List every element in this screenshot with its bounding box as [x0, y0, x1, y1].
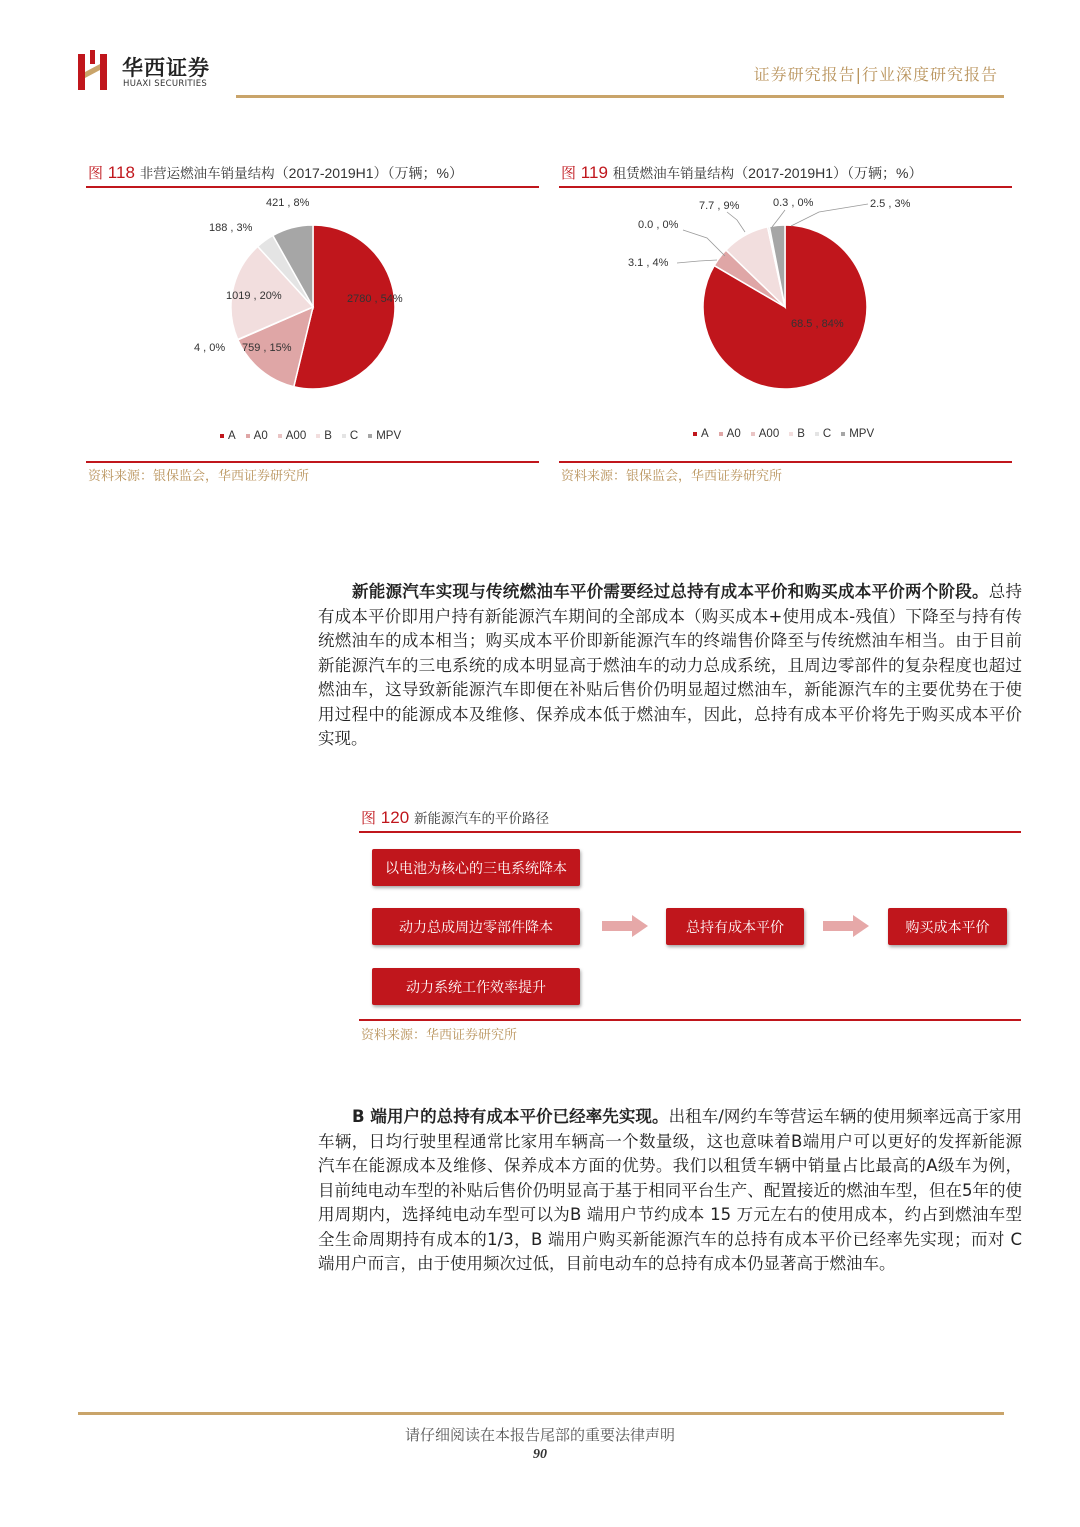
fig118-source: 资料来源：银保监会，华西证券研究所: [88, 469, 310, 484]
huaxi-logo-icon: [78, 50, 112, 90]
legend-label: A: [228, 430, 236, 442]
legend-swatch: [841, 432, 845, 436]
legend-label: MPV: [376, 430, 402, 442]
pie118-label-mpv: 421 , 8%: [266, 197, 310, 209]
fig119-title: 租赁燃油车销量结构: [612, 166, 735, 182]
pie119-legend-item-b: [789, 428, 805, 440]
flow-box-efficiency: 动力系统工作效率提升: [372, 968, 580, 1005]
legend-label: A: [701, 428, 709, 440]
pie118-label-a: 2780 , 54%: [347, 293, 403, 305]
legend-label: C: [822, 428, 832, 440]
logo-company-name: 华西证券: [122, 56, 210, 80]
page-number: 90: [533, 1447, 547, 1462]
paragraph-b-end-users: [318, 1105, 1022, 1277]
fig119-caption: [561, 162, 922, 183]
legend-swatch: [693, 432, 697, 436]
pie119-legend-item-a00: [751, 428, 779, 440]
legend-label: B: [797, 428, 805, 440]
paragraph-parity-stages-lead: 新能源汽车实现与传统燃油车平价需要经过总持有成本平价和购买成本平价两个阶段。: [352, 582, 989, 601]
fig118-range: （2017-2019H1）（万辆；%）: [274, 165, 463, 181]
fig118-prefix: 图: [88, 164, 104, 182]
legend-label: C: [349, 430, 359, 442]
pie119-legend-item-a: [693, 428, 709, 440]
fig119-pie-chart: [559, 190, 1012, 458]
legend-swatch: [789, 432, 793, 436]
pie119-leader-a0: [677, 260, 717, 263]
legend-label: MPV: [849, 428, 875, 440]
fig120-prefix: 图: [361, 809, 377, 827]
legend-label: A0: [726, 428, 741, 440]
fig120-source: 资料来源：华西证券研究所: [361, 1028, 518, 1043]
paragraph-parity-stages: [318, 580, 1022, 752]
fig118-bottom-rule: [86, 461, 539, 463]
pie118-legend-item-c: [342, 430, 358, 442]
flow-box-tco-parity: 总持有成本平价: [666, 908, 804, 945]
pie118-legend-item-a0: [246, 430, 268, 442]
report-type: 证券研究报告|行业深度研究报告: [753, 65, 998, 84]
pie119-legend-item-a0: [719, 428, 741, 440]
pie119-label-mpv: 2.5 , 3%: [870, 198, 911, 210]
legend-swatch: [220, 434, 224, 438]
fig119-top-rule: [559, 186, 1012, 188]
fig118-caption: [88, 162, 463, 183]
fig120-bottom-rule: [359, 1019, 1021, 1021]
fig119-bottom-rule: [559, 461, 1012, 463]
flow-box-battery-cost: 以电池为核心的三电系统降本: [372, 849, 580, 886]
pie118-label-b: 1019 , 20%: [226, 290, 282, 302]
pie119-label-a0: 3.1 , 4%: [628, 257, 669, 269]
legend-swatch: [316, 434, 320, 438]
flow-box-powertrain-cost: 动力总成周边零部件降本: [372, 908, 580, 945]
pie119-label-a: 68.5 , 84%: [791, 318, 844, 330]
flow-arrow-2-icon: [823, 915, 869, 937]
pie118-label-c: 188 , 3%: [209, 222, 253, 234]
legend-swatch: [342, 434, 346, 438]
legend-label: A00: [285, 430, 307, 442]
pie119-leader-b: [727, 212, 745, 232]
fig119-source: 资料来源：银保监会，华西证券研究所: [561, 469, 783, 484]
legend-label: A0: [253, 430, 268, 442]
fig119-number: 119: [580, 163, 608, 182]
pie119-label-b: 7.7 , 9%: [699, 200, 740, 212]
pie118-legend-item-mpv: [368, 430, 401, 442]
fig120-number: 120: [380, 808, 410, 827]
fig120-caption: [361, 807, 549, 828]
fig118-number: 118: [107, 163, 135, 182]
fig118-title: 非营运燃油车销量结构: [139, 166, 275, 182]
header-divider: [236, 95, 1004, 98]
legend-swatch: [278, 434, 282, 438]
logo-company-name-en: HUAXI SECURITIES: [123, 79, 208, 89]
legend-swatch: [246, 434, 250, 438]
flow-arrow-1-icon: [602, 915, 648, 937]
paragraph-b-end-users-body: 出租车/网约车等营运车辆的使用频率远高于家用车辆，日均行驶里程通常比家用车辆高一个数量级，这也意味着B端用户可以更好的发挥新能源汽车在能源成本及维修、保养成本方面的优势。我们以租赁车辆中销量占比最高的A级车为例，目前纯电动车型的补贴后售价仍明显高于基于相同平台生产、配置接近的燃油车型，但在5年的使用周期内，选择纯电动车型可以为B 端用户节约成本 15 万元左右的使用成本，约占到燃油车型全生命周期持有成本的1/3，B 端用户购买新能源汽车的总持有成本平价已经率先实现；而对 C 端用户而言，由于使用频次过低，目前电动车的总持有成本仍显著高于燃油车。: [318, 1107, 1022, 1273]
pie119-label-a00: 0.0 , 0%: [638, 219, 679, 231]
pie119-legend-item-mpv: [841, 428, 874, 440]
fig119-prefix: 图: [561, 164, 577, 182]
flow-box-purchase-parity: 购买成本平价: [888, 908, 1007, 945]
pie119-label-c: 0.3 , 0%: [773, 197, 814, 209]
fig118-pie-chart: [86, 190, 539, 458]
pie119-leader-a00: [683, 230, 725, 256]
fig119-legend: [693, 428, 884, 440]
legend-label: A00: [758, 428, 780, 440]
fig119-range: （2017-2019H1）（万辆；%）: [734, 165, 923, 181]
pie118-legend-item-a00: [278, 430, 306, 442]
paragraph-parity-stages-body: 总持有成本平价即用户持有新能源汽车期间的全部成本（购买成本+使用成本-残值）下降至与持有传统燃油车的成本相当；购买成本平价即新能源汽车的终端售价降至与传统燃油车相当。由于目前新能源汽车的三电系统的成本明显高于燃油车的动力总成系统，且周边零部件的复杂程度也超过燃油车，这导致新能源汽车即便在补贴后售价仍明显超过燃油车，新能源汽车的主要优势在于使用过程中的能源成本及维修、保养成本低于燃油车，因此，总持有成本平价将先于购买成本平价实现。: [318, 582, 1023, 748]
legend-swatch: [751, 432, 755, 436]
legend-swatch: [815, 432, 819, 436]
fig118-top-rule: [86, 186, 539, 188]
pie118-label-a00: 4 , 0%: [194, 342, 226, 354]
fig120-top-rule: [359, 831, 1021, 833]
legend-swatch: [719, 432, 723, 436]
pie118-legend-item-b: [316, 430, 332, 442]
footer-divider: [78, 1412, 1004, 1415]
pie119-legend-item-c: [815, 428, 831, 440]
paragraph-b-end-users-lead: B 端用户的总持有成本平价已经率先实现。: [352, 1107, 669, 1126]
fig118-legend: [220, 430, 411, 442]
pie118-label-a0: 759 , 15%: [242, 342, 292, 354]
footer-disclaimer: 请仔细阅读在本报告尾部的重要法律声明: [404, 1426, 675, 1444]
legend-swatch: [368, 434, 372, 438]
pie118-legend-item-a: [220, 430, 236, 442]
fig120-title: 新能源汽车的平价路径: [413, 811, 549, 827]
legend-label: B: [324, 430, 332, 442]
